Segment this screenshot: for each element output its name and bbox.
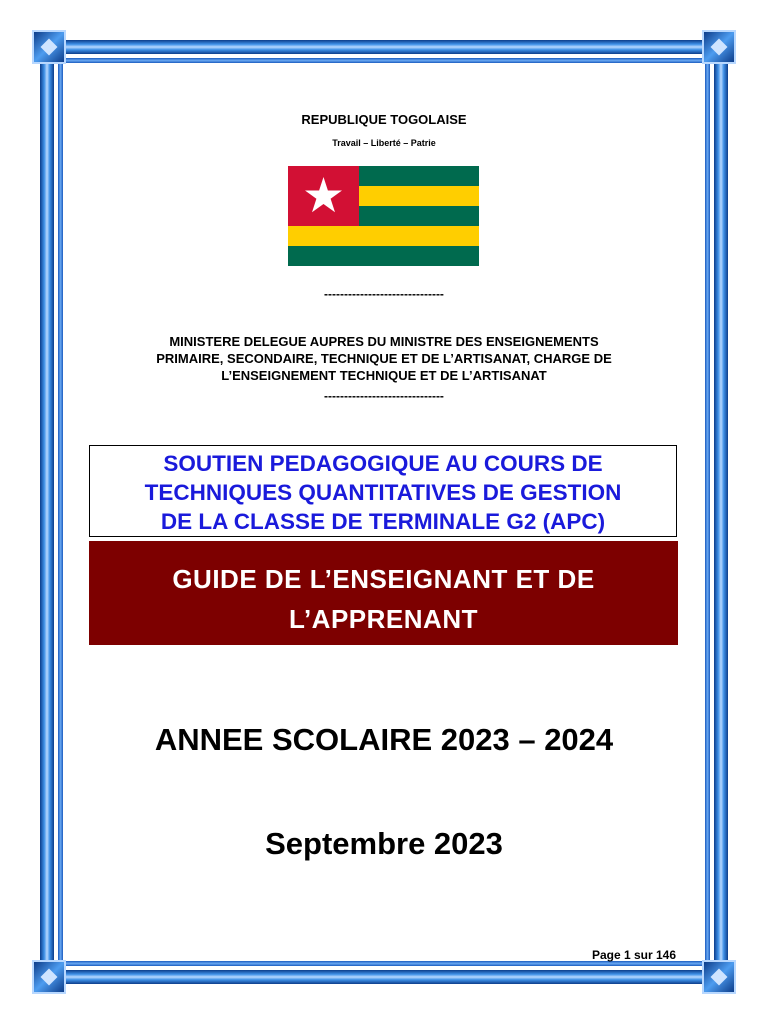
border-inner-top	[58, 58, 710, 63]
course-line-2: TECHNIQUES QUANTITATIVES DE GESTION	[144, 480, 622, 505]
corner-ornament-bottom-right	[702, 960, 736, 994]
ministry-line-2: PRIMAIRE, SECONDAIRE, TECHNIQUE ET DE L’ARTISANAT, CHARGE DE	[156, 351, 612, 366]
corner-ornament-bottom-left	[32, 960, 66, 994]
corner-ornament-top-right	[702, 30, 736, 64]
border-top	[40, 40, 728, 54]
course-title-box	[89, 445, 677, 537]
border-bottom	[40, 970, 728, 984]
ministry-line-3: L’ENSEIGNEMENT TECHNIQUE ET DE L’ARTISANAT	[221, 368, 547, 383]
togo-flag	[288, 166, 479, 266]
publication-date: Septembre 2023	[265, 826, 503, 861]
separator-top: ------------------------------	[324, 287, 444, 301]
course-line-1: SOUTIEN PEDAGOGIQUE AU COURS DE	[163, 451, 603, 476]
ministry-name	[0, 333, 768, 384]
corner-ornament-top-left	[32, 30, 66, 64]
guide-title-box	[89, 541, 678, 645]
separator-bottom: ------------------------------	[324, 389, 444, 403]
course-line-3: DE LA CLASSE DE TERMINALE G2 (APC)	[160, 509, 606, 534]
guide-line-1: GUIDE DE L’ENSEIGNANT ET DE	[172, 564, 595, 594]
guide-line-2: L’APPRENANT	[289, 604, 478, 634]
ministry-line-1: MINISTERE DELEGUE AUPRES DU MINISTRE DES ENSEIGNEMENTS	[169, 334, 599, 349]
republic-title: REPUBLIQUE TOGOLAISE	[301, 112, 467, 127]
national-motto: Travail – Liberté – Patrie	[332, 138, 436, 148]
page-number: Page 1 sur 146	[591, 948, 676, 962]
school-year: ANNEE SCOLAIRE 2023 – 2024	[154, 722, 614, 757]
